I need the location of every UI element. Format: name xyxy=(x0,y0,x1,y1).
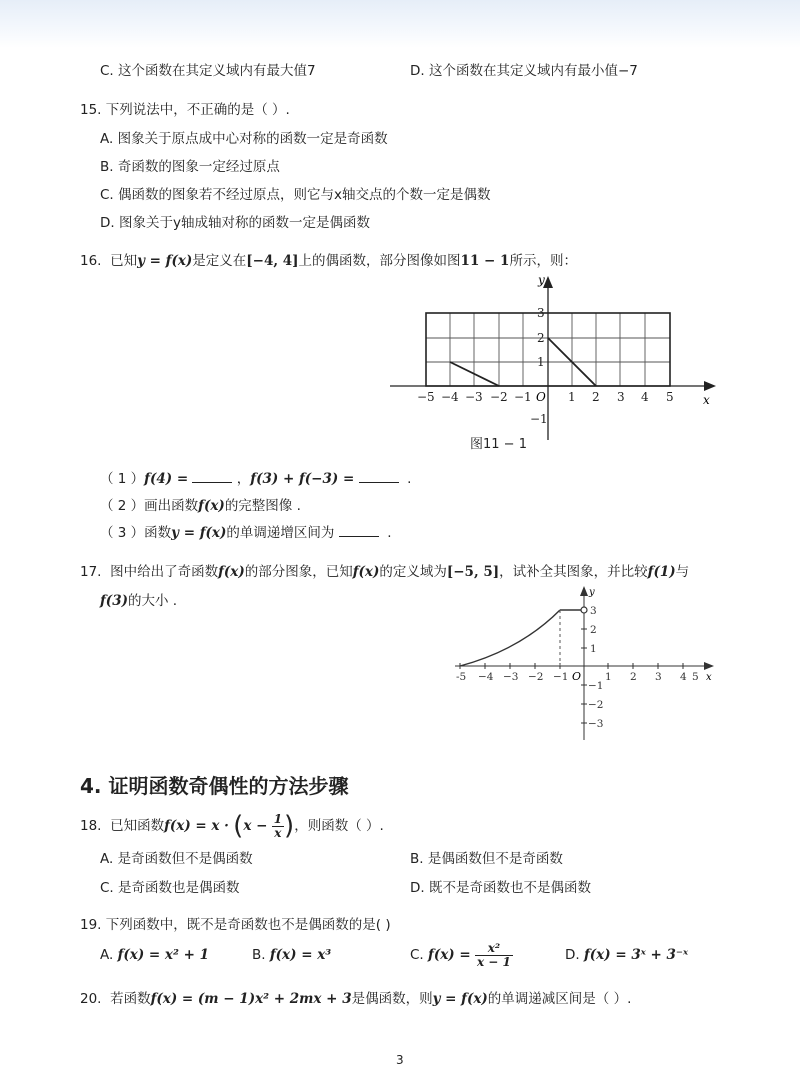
q16-part-3: （ 3 ）函数y = f(x)的单调递增区间为 . xyxy=(100,525,392,541)
answer-blank[interactable] xyxy=(192,470,232,483)
page-number: 3 xyxy=(396,1053,404,1067)
right-paren: ) xyxy=(284,811,295,841)
q17-x-tick: 1 xyxy=(605,671,612,683)
q15-option-a: A. 图象关于原点成中心对称的函数一定是奇函数 xyxy=(100,131,388,147)
q17-x-tick: -5 xyxy=(456,671,467,683)
q16-x-tick: −3 xyxy=(465,390,483,404)
q17-x-tick: 2 xyxy=(630,671,637,683)
q19-option-a: A. f(x) = x² + 1 xyxy=(100,947,210,963)
q17-y-tick: 3 xyxy=(590,605,597,617)
q17-graph-origin: O xyxy=(572,670,582,683)
q16-y-tick: −1 xyxy=(530,412,548,426)
q17-x-tick: 3 xyxy=(655,671,662,683)
q16-x-tick: −4 xyxy=(441,390,459,404)
page-header-band xyxy=(0,0,800,48)
q16-x-tick: −2 xyxy=(490,390,508,404)
q16-y-tick: 1 xyxy=(537,355,545,369)
q19-fraction: $\frac{\text{x²}}{x - 1}$ xyxy=(476,940,511,969)
q16-x-tick: 2 xyxy=(592,390,600,404)
q17-x-tick: −4 xyxy=(478,671,494,683)
q15-option-d: D. 图象关于y轴成轴对称的函数一定是偶函数 xyxy=(100,215,370,231)
q16-y-tick: 3 xyxy=(537,306,545,320)
q16-stem: 16. 已知y = f(x)是定义在[−4, 4]上的偶函数，部分图像如图11 − 1所示，则： xyxy=(80,253,577,269)
q16-x-tick: 3 xyxy=(617,390,625,404)
q17-y-tick: 2 xyxy=(590,624,597,636)
q16-graph-y-label: y xyxy=(538,273,545,287)
q15-option-b: B. 奇函数的图象一定经过原点 xyxy=(100,159,280,175)
q19-option-b: B. f(x) = x³ xyxy=(252,947,332,963)
q14-option-d: D. 这个函数在其定义域内有最小值−7 xyxy=(410,63,638,79)
q18-stem: 18. 已知函数f(x) = x · (x − $\frac{1}{x}$ )，则函数（ ）. xyxy=(80,811,384,841)
q17-stem-line2: f(3)的大小 . xyxy=(100,593,178,609)
q17-x-tick: −1 xyxy=(553,671,569,683)
q16-part-1: （ 1 ）f(4) = ，f(3) + f(−3) = . xyxy=(100,471,412,487)
q17-y-tick: −1 xyxy=(588,680,604,692)
q16-figure xyxy=(380,270,730,455)
q16-x-tick: 4 xyxy=(641,390,649,404)
q17-y-tick: −2 xyxy=(588,699,604,711)
q14-option-c: C. 这个函数在其定义域内有最大值7 xyxy=(100,63,316,79)
q16-x-tick: 5 xyxy=(666,390,674,404)
q15-option-c: C. 偶函数的图象若不经过原点，则它与x轴交点的个数一定是偶数 xyxy=(100,187,491,203)
q17-stem-line1: 17. 图中给出了奇函数f(x)的部分图象，已知f(x)的定义域为[−5, 5]，试补全其图象，并比较f(1)与 xyxy=(80,564,690,580)
section-heading: 4. 证明函数奇偶性的方法步骤 xyxy=(80,774,349,798)
q16-figure-caption: 图11 − 1 xyxy=(470,437,527,452)
q19-option-c: C. f(x) = $\frac{\text{x²}}{x - 1}$ xyxy=(410,940,511,969)
q17-x-tick: −2 xyxy=(528,671,544,683)
q16-y-tick: 2 xyxy=(537,331,545,345)
q18-option-b: B. 是偶函数但不是奇函数 xyxy=(410,851,563,867)
q17-y-tick: −3 xyxy=(588,718,604,730)
q17-graph-x-label: x xyxy=(706,672,712,683)
q16-graph-origin: O xyxy=(536,390,546,404)
q19-option-d: D. f(x) = 3ˣ + 3⁻ˣ xyxy=(565,947,689,963)
q16-graph-x-label: x xyxy=(703,393,710,407)
q16-part-2: （ 2 ）画出函数f(x)的完整图像 . xyxy=(100,498,301,514)
q17-x-tick: 4 xyxy=(680,671,687,683)
q16-math-domain: [−4, 4] xyxy=(246,253,299,269)
q18-fraction: $\frac{1}{x}$ xyxy=(273,811,283,840)
q20-stem: 20. 若函数f(x) = (m − 1)x² + 2mx + 3是偶函数，则y = f(x)的单调递减区间是（ ）. xyxy=(80,991,632,1007)
q17-x-tick: 5 xyxy=(692,671,699,683)
q17-x-tick: −3 xyxy=(503,671,519,683)
answer-blank[interactable] xyxy=(339,524,379,537)
q17-y-tick: 1 xyxy=(590,643,597,655)
q18-option-c: C. 是奇函数也是偶函数 xyxy=(100,880,240,896)
q16-x-tick: −1 xyxy=(514,390,532,404)
left-paren: ( xyxy=(233,811,244,841)
answer-blank[interactable] xyxy=(359,470,399,483)
q16-x-tick: 1 xyxy=(568,390,576,404)
q17-graph-y-label: y xyxy=(589,587,595,598)
q19-stem: 19. 下列函数中，既不是奇函数也不是偶函数的是( ) xyxy=(80,917,391,933)
q16-math-y: y = f(x) xyxy=(137,253,193,269)
q18-option-d: D. 既不是奇函数也不是偶函数 xyxy=(410,880,591,896)
q18-option-a: A. 是奇函数但不是偶函数 xyxy=(100,851,253,867)
q17-figure xyxy=(450,584,720,744)
q16-number: 16. xyxy=(80,253,102,269)
q15-stem: 15. 下列说法中，不正确的是（ ）. xyxy=(80,102,290,118)
q16-x-tick: −5 xyxy=(417,390,435,404)
